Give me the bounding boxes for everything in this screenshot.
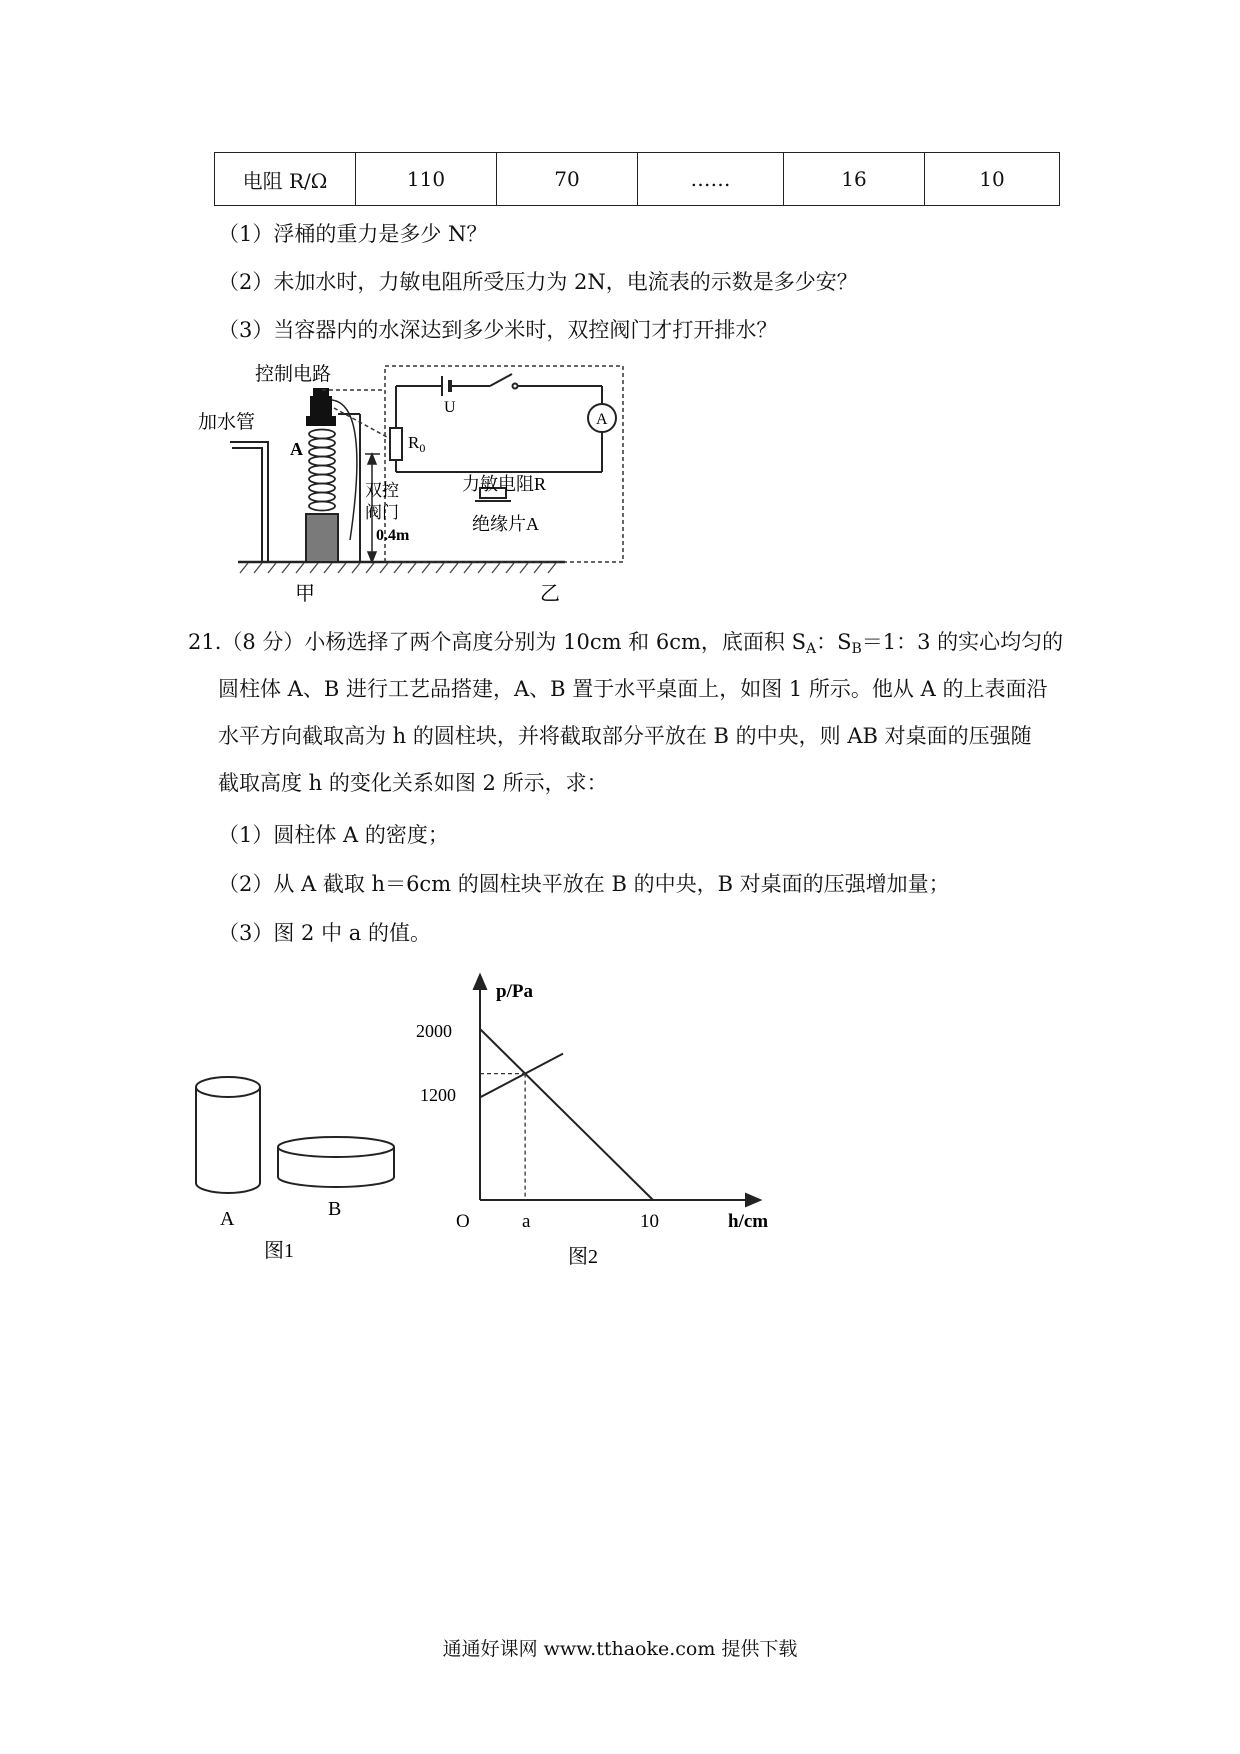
table-cell: 110 — [356, 153, 497, 206]
resistance-table — [214, 152, 1060, 206]
table-row — [215, 153, 1060, 206]
series-line-1 — [480, 1029, 653, 1200]
cylinder-a-label: A — [220, 1208, 235, 1230]
q21-item-2: （2）从 A 截取 h＝6cm 的圆柱块平放在 B 的中央，B 对桌面的压强增加量； — [218, 872, 950, 896]
float-body — [306, 514, 338, 562]
resistor-r0 — [390, 428, 402, 460]
figure-2-caption: 图2 — [568, 1246, 598, 1268]
x-tick-label-a: a — [522, 1211, 531, 1232]
dual-valve-label-1: 双控 — [365, 481, 399, 500]
x-tick-label-10: 10 — [640, 1211, 659, 1232]
table-cell: 16 — [784, 153, 925, 206]
table-row-label: 电阻 R/Ω — [215, 153, 356, 206]
table-cell: 70 — [497, 153, 638, 206]
q21-line-3: 水平方向截取高为 h 的圆柱块，并将截取部分平放在 B 的中央，则 AB 对桌面的压强随 — [218, 724, 1032, 748]
spring-icon — [309, 430, 335, 511]
table-cell: 10 — [925, 153, 1060, 206]
battery-icon — [442, 376, 450, 396]
caption-jia: 甲 — [295, 583, 315, 605]
y-tick-label-2000: 2000 — [416, 1021, 452, 1041]
figure-1-caption: 图1 — [264, 1240, 294, 1262]
caption-yi: 乙 — [540, 583, 560, 605]
insulator-label: 绝缘片A — [472, 514, 539, 534]
float-label-a: A — [290, 439, 303, 459]
height-label: 0.4m — [376, 527, 410, 544]
figure-2-chart — [416, 965, 790, 1285]
water-pipe-label: 加水管 — [198, 412, 256, 433]
q21-line-2: 圆柱体 A、B 进行工艺品搭建，A、B 置于水平桌面上，如图 1 所示。他从 A 的上表面沿 — [218, 677, 1048, 701]
switch-icon — [490, 374, 518, 389]
table-cell: …… — [638, 153, 784, 206]
control-head — [306, 388, 336, 426]
chart-ylabel: p/Pa — [496, 981, 533, 1002]
force-resistor-label: 力敏电阻R — [462, 474, 547, 494]
cylinder-a — [196, 1077, 260, 1193]
q21-line-1: 21.（8 分）小杨选择了两个高度分别为 10cm 和 6cm，底面积 $S_A$：$S_B=1$：3 的实心均匀的 — [188, 630, 1064, 657]
q21-item-1: （1）圆柱体 A 的密度； — [218, 823, 449, 847]
ammeter-label: A — [596, 411, 608, 428]
y-tick-label-1200: 1200 — [420, 1085, 456, 1105]
q20-item-2: （2）未加水时，力敏电阻所受压力为 2N，电流表的示数是多少安？ — [218, 270, 858, 294]
cylinder-b — [278, 1137, 394, 1187]
figure-1 — [180, 1065, 430, 1275]
chart-axes — [474, 975, 760, 1206]
ground — [238, 562, 565, 573]
dual-valve-label-2: 阀门 — [365, 503, 399, 522]
cylinder-b-label: B — [328, 1198, 342, 1220]
chart-origin-label: O — [456, 1211, 470, 1232]
q21-item-3: （3）图 2 中 a 的值。 — [218, 921, 431, 945]
q20-item-1: （1）浮桶的重力是多少 N？ — [218, 222, 488, 246]
voltage-label: U — [444, 399, 456, 416]
chart-xlabel: h/cm — [728, 1211, 769, 1232]
series-line-2 — [480, 1054, 563, 1098]
circuit-wire — [396, 386, 602, 472]
control-circuit-label: 控制电路 — [255, 364, 332, 385]
circuit-figure — [198, 360, 660, 610]
q20-item-3: （3）当容器内的水深达到多少米时，双控阀门才打开排水？ — [218, 318, 778, 342]
page-footer: 通通好课网 www.tthaoke.com 提供下载 — [442, 1638, 798, 1660]
q21-line-4: 截取高度 h 的变化关系如图 2 所示，求： — [218, 771, 608, 795]
r0-label: $R_0$ — [408, 433, 426, 455]
